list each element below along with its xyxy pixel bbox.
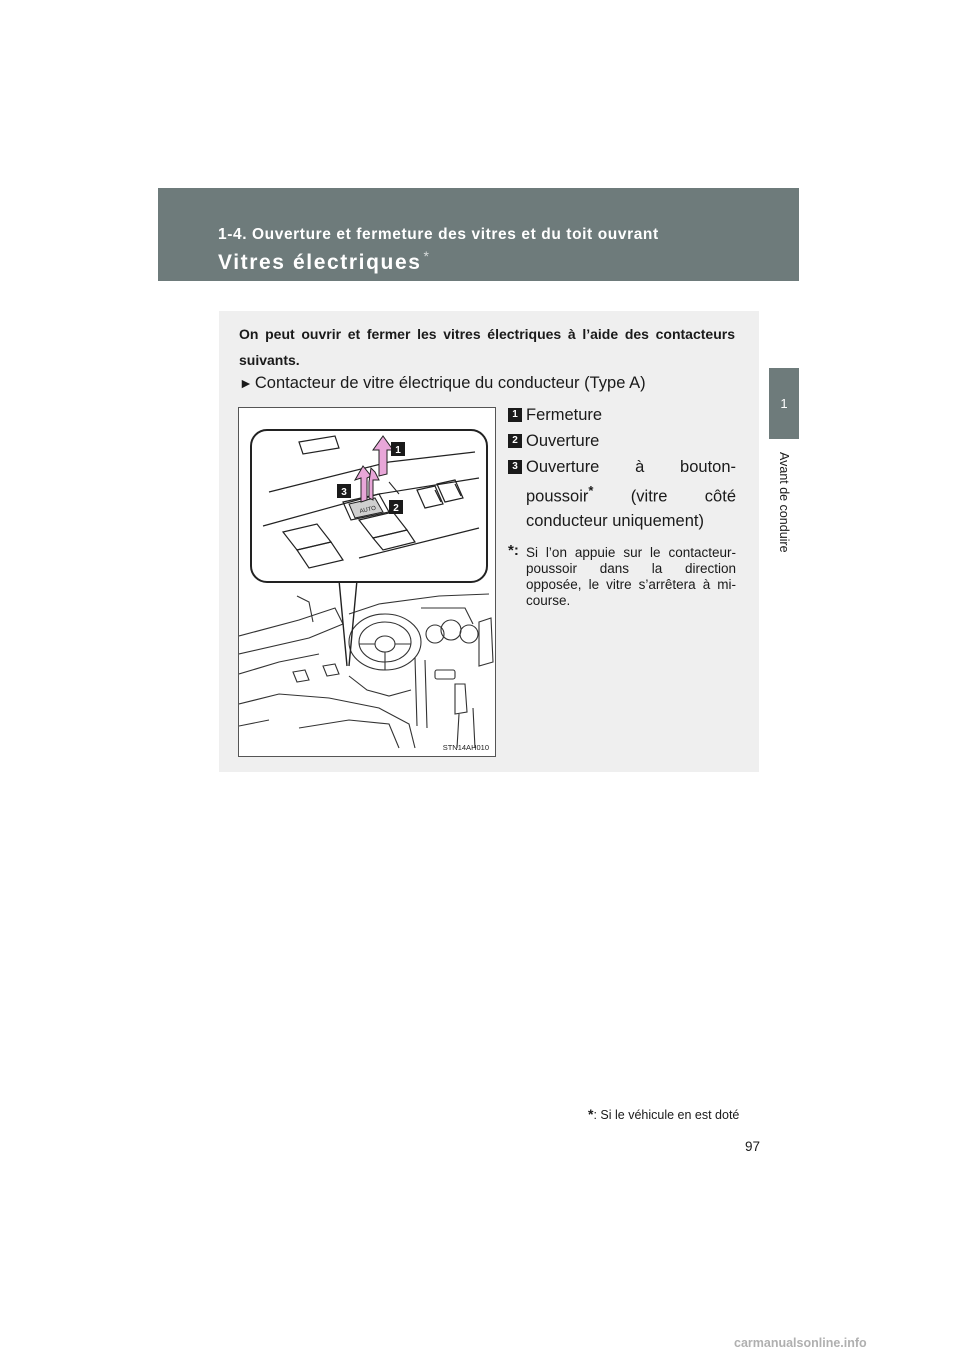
legend-item bbox=[508, 455, 736, 533]
title-marker: * bbox=[423, 248, 431, 264]
page-number: 97 bbox=[744, 1139, 760, 1154]
switch-illustration bbox=[238, 407, 496, 757]
note-text: Si l’on appuie sur le contacteur-poussoir dans la direction opposée, le vitre s’arrêtera à mi-course. bbox=[526, 544, 736, 608]
footnote bbox=[588, 1106, 739, 1122]
page-header bbox=[158, 188, 799, 281]
chapter-label: Avant de conduire bbox=[777, 452, 791, 553]
legend-item bbox=[508, 429, 736, 453]
legend-number: 3 bbox=[508, 460, 522, 474]
figure-code: STN14AH010 bbox=[442, 743, 489, 752]
option-marker: * bbox=[588, 483, 594, 498]
note bbox=[508, 541, 736, 609]
page-title bbox=[218, 248, 431, 275]
legend-number: 2 bbox=[508, 434, 522, 448]
intro-text: On peut ouvrir et fermer les vitres électriques à l’aide des contacteurs suivants. bbox=[239, 326, 735, 368]
dashboard-drawing bbox=[239, 594, 493, 748]
section-title: 1-4. Ouverture et fermeture des vitres et du toit ouvrant bbox=[218, 226, 659, 243]
triangle-marker-icon: ► bbox=[239, 375, 253, 391]
legend-label-suffix: (vitre côté conducteur uniquement) bbox=[526, 487, 736, 530]
footnote-text: : Si le véhicule en est doté bbox=[593, 1108, 740, 1122]
watermark-link[interactable]: carmanualsonline.info bbox=[734, 1336, 867, 1350]
footnote-marker: * bbox=[588, 1106, 594, 1122]
chapter-tab bbox=[769, 368, 799, 439]
legend-label: Fermeture bbox=[526, 406, 603, 424]
content-panel bbox=[219, 311, 759, 772]
callout-2-number: 2 bbox=[393, 503, 399, 514]
callout-3-number: 3 bbox=[341, 487, 347, 498]
driver-door-illustration bbox=[239, 408, 495, 756]
zoom-pointer bbox=[339, 580, 357, 666]
auto-button-label: AUTO bbox=[359, 505, 377, 515]
subheading-text: Contacteur de vitre électrique du conducteur (Type A) bbox=[254, 374, 646, 392]
callout-1-number: 1 bbox=[395, 445, 401, 456]
legend-item bbox=[508, 403, 736, 427]
subheading bbox=[239, 374, 739, 393]
legend-label: Ouverture bbox=[526, 432, 600, 450]
page-title-text: Vitres électriques bbox=[218, 251, 422, 274]
legend-list bbox=[508, 403, 736, 609]
legend-number: 1 bbox=[508, 408, 522, 422]
legend-label: Ouverture à bouton-poussoir bbox=[526, 458, 736, 506]
chapter-number: 1 bbox=[780, 396, 788, 411]
legend-label-block bbox=[526, 455, 736, 533]
note-marker: *: bbox=[508, 541, 519, 559]
